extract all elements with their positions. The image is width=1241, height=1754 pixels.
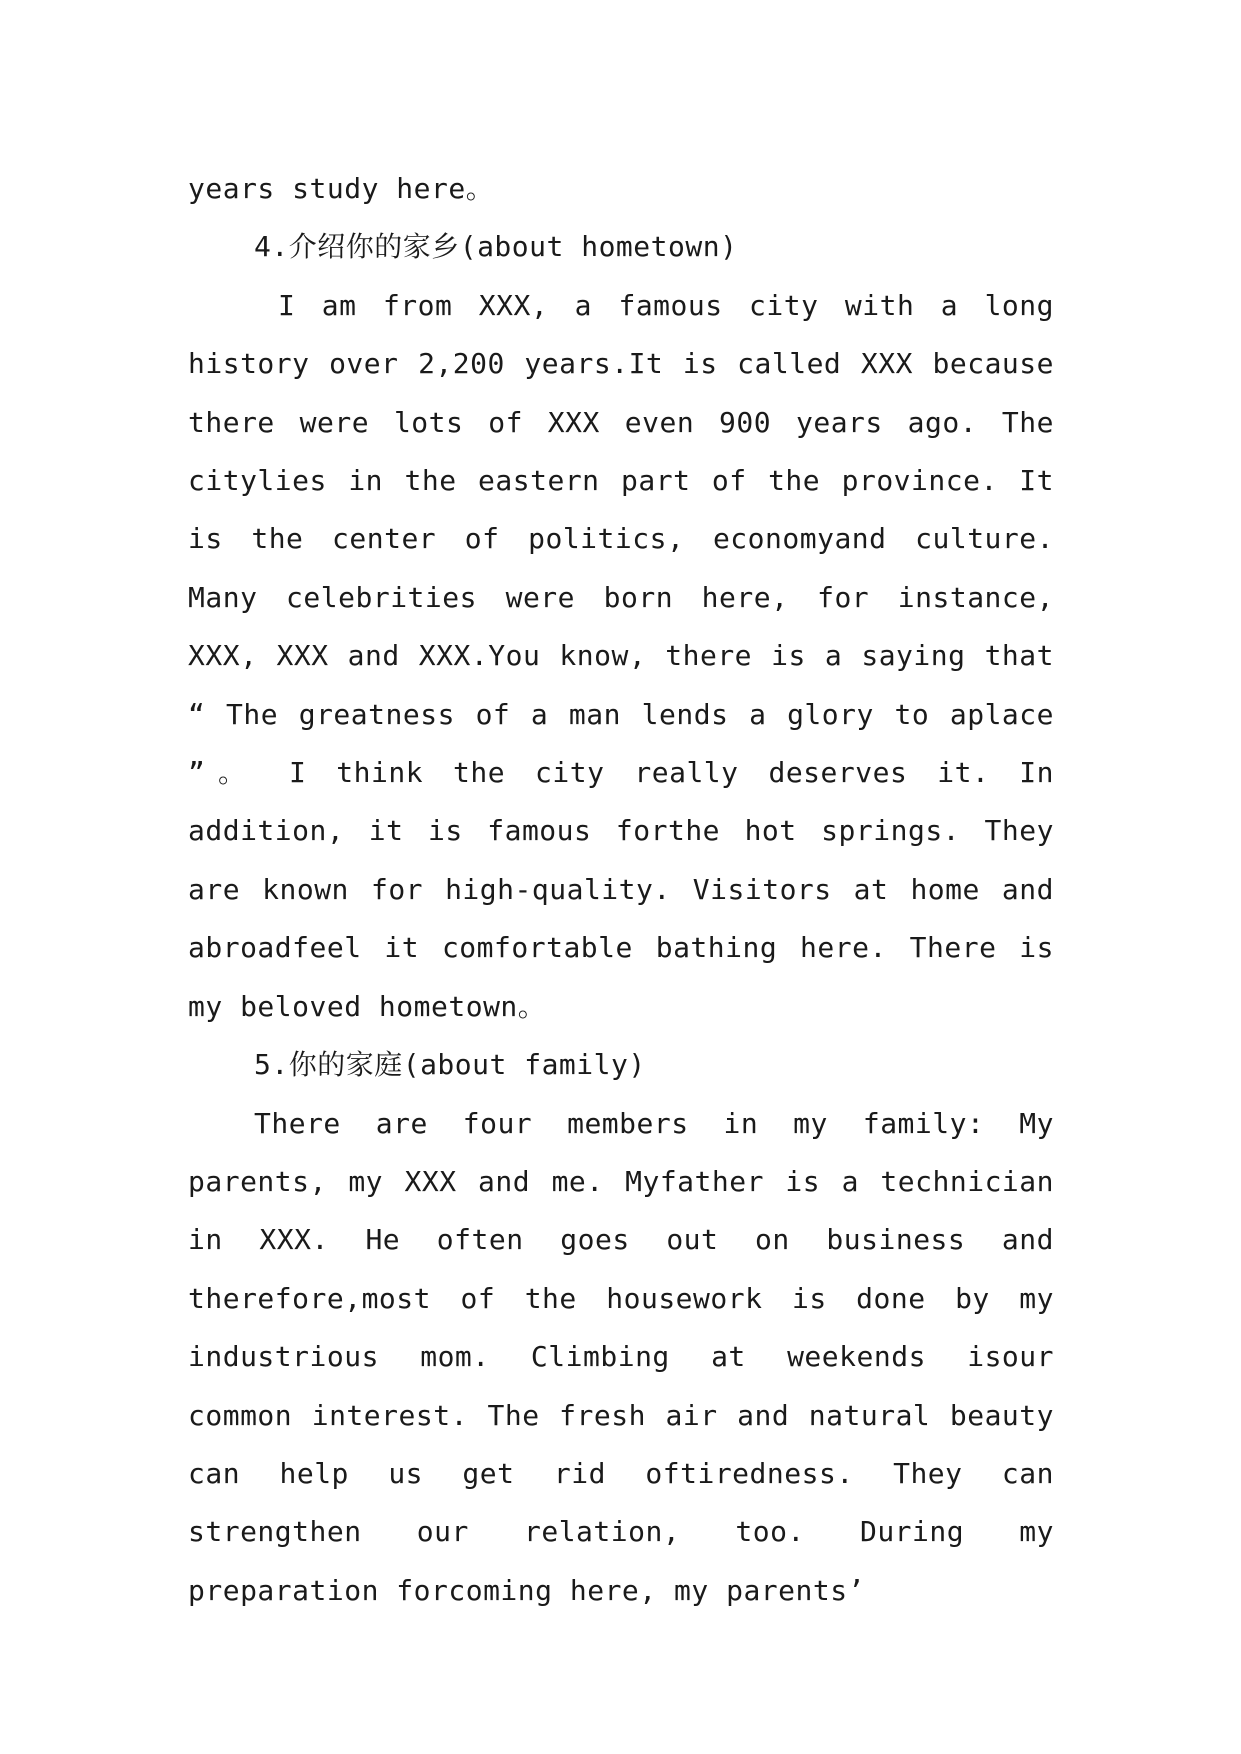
document-body — [188, 160, 1054, 1620]
paragraph-continuation: years study here。 — [188, 172, 495, 205]
section-heading-family: 5.你的家庭(about family) — [254, 1048, 646, 1082]
paragraph-hometown: I am from XXX, a famous city with a long history over 2,200 years.It is called XXX because there were lots of XXX even 900 years ago. The citylies in the eastern part of the province. It is the center of politics, economyand culture. Many celebrities were born here, for instance, XXX, XXX and XXX.You know, there is a saying that “ The greatness of a man lends a glory to aplace ”。 I think the city really deserves it. In addition, it is famous forthe hot springs. They are known for high-quality. Visitors at home and abroadfeel it comfortable bathing here. There is my beloved hometown。 — [188, 288, 1054, 1023]
paragraph-family: There are four members in my family: My parents, my XXX and me. Myfather is a technician in XXX. He often goes out on business and therefore,most of the housework is done by my industrious mom. Climbing at weekends isour common interest. The fresh air and natural beauty can help us get rid oftiredness. They can strengthen our relation, too. During my preparation forcoming here, my parents’ — [188, 1106, 1054, 1607]
section-heading-hometown: 4.介绍你的家乡(about hometown) — [254, 230, 738, 264]
